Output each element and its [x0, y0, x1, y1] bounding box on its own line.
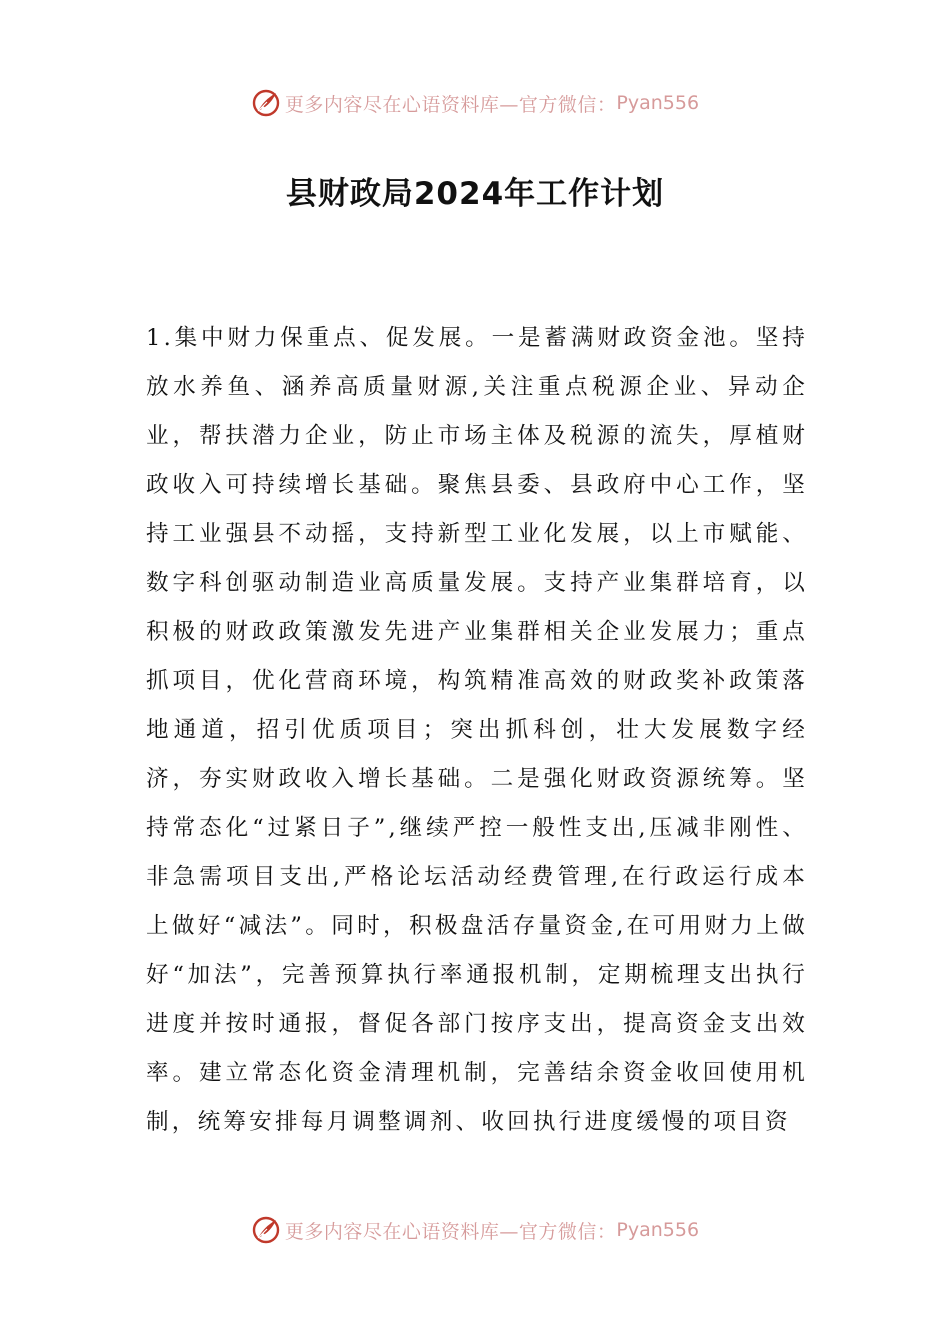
- wechat-id: Pyan556: [616, 92, 700, 114]
- footer-banner: [0, 1210, 950, 1250]
- header-banner: [0, 83, 950, 123]
- body-paragraph: 1.集中财力保重点、促发展。一是蓄满财政资金池。坚持放水养鱼、涵养高质量财源,关注重点税源企业、异动企业，帮扶潜力企业，防止市场主体及税源的流失，厚植财政收入可持续增长基础。聚焦县委、县政府中心工作，坚持工业强县不动摇，支持新型工业化发展，以上市赋能、数字科创驱动制造业高质量发展。支持产业集群培育，以积极的财政政策激发先进产业集群相关企业发展力；重点抓项目，优化营商环境，构筑精准高效的财政奖补政策落地通道，招引优质项目；突出抓科创，壮大发展数字经济，夯实财政收入增长基础。二是强化财政资源统筹。坚持常态化“过紧日子”,继续严控一般性支出,压减非刚性、非急需项目支出,严格论坛活动经费管理,在行政运行成本上做好“减法”。同时，积极盘活存量资金,在可用财力上做好“加法”，完善预算执行率通报机制，定期梳理支出执行进度并按时通报，督促各部门按序支出，提高资金支出效率。建立常态化资金清理机制，完善结余资金收回使用机制，统筹安排每月调整调剂、收回执行进度缓慢的项目资: [146, 325, 808, 1135]
- wechat-id: Pyan556: [616, 1219, 700, 1241]
- banner-text: 更多内容尽在心语资料库—官方微信：: [284, 1220, 617, 1243]
- banner-text: 更多内容尽在心语资料库—官方微信：: [284, 93, 617, 116]
- feather-pen-seal-icon: [251, 1215, 281, 1245]
- page-title: 县财政局2024年工作计划: [285, 176, 665, 212]
- feather-pen-seal-icon: [251, 88, 281, 118]
